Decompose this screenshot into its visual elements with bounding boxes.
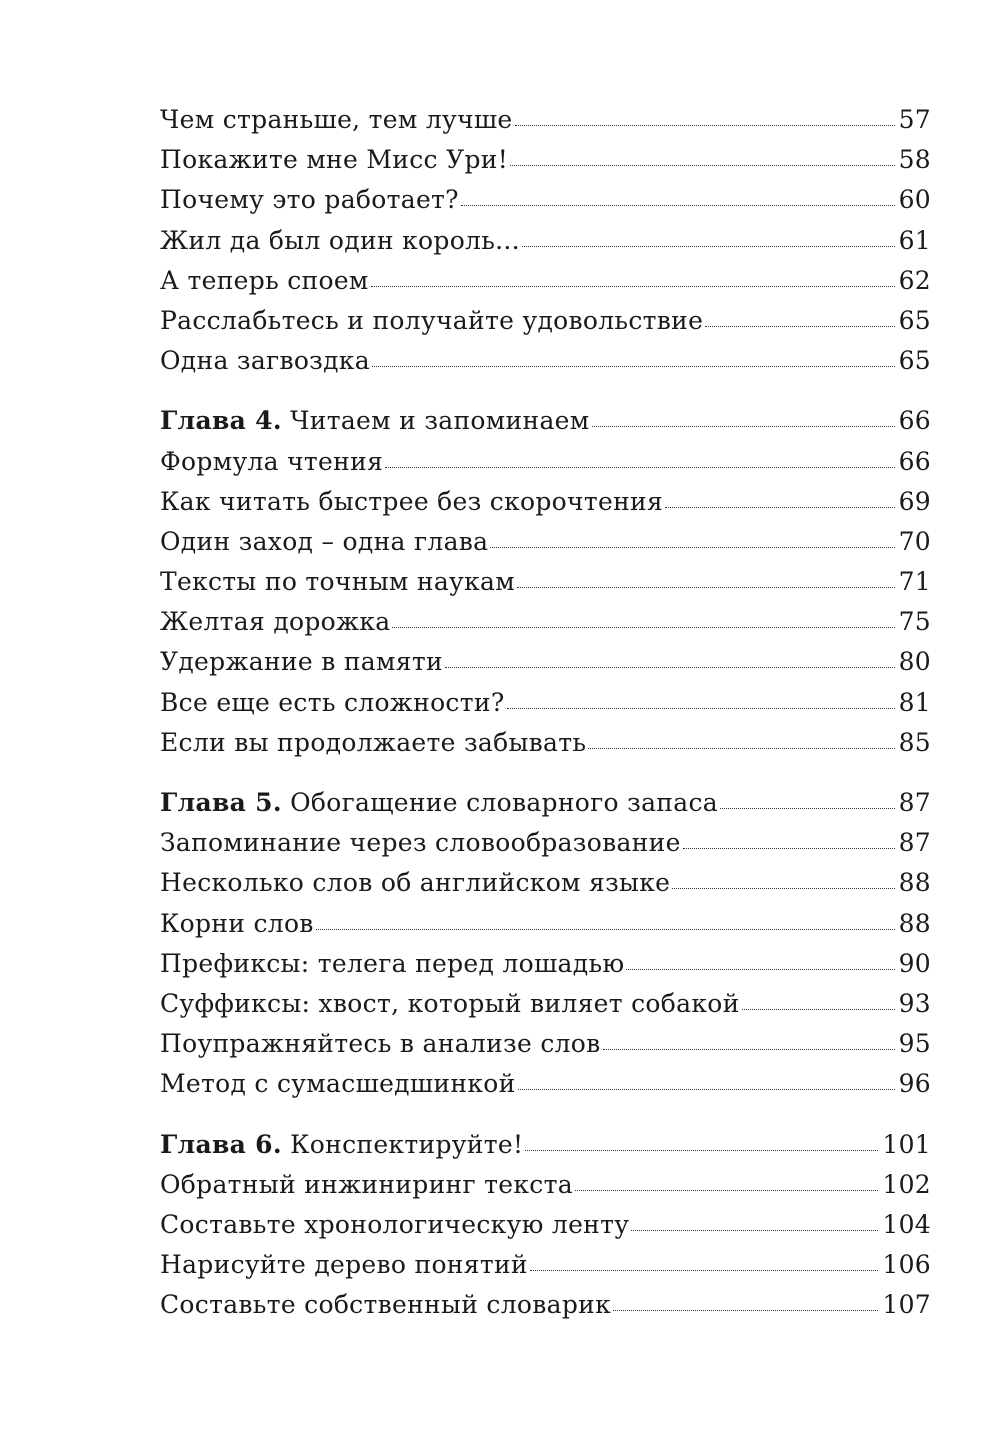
dot-leader: [683, 848, 895, 849]
entry-title: Поупражняйтесь в анализе слов: [160, 1029, 601, 1059]
chapter-label: Глава 6.: [160, 1129, 282, 1159]
dot-leader: [490, 547, 894, 548]
entry-title: Жил да был один король...: [160, 225, 520, 255]
chapter-name: Конспектируйте!: [290, 1129, 524, 1159]
chapter-label: Глава 4.: [160, 406, 282, 436]
toc-entry[interactable]: [160, 442, 931, 482]
toc-entry[interactable]: [160, 100, 931, 140]
dot-leader: [720, 808, 895, 809]
dot-leader: [507, 708, 895, 709]
dot-leader: [626, 969, 894, 970]
dot-leader: [631, 1230, 878, 1231]
toc-section: [160, 783, 931, 1105]
dot-leader: [385, 467, 894, 468]
entry-page-number: 71: [898, 567, 931, 597]
dot-leader: [592, 426, 895, 427]
entry-page-number: 65: [898, 346, 931, 376]
chapter-page-number: 66: [898, 406, 931, 436]
toc-entry[interactable]: [160, 723, 931, 763]
toc-entry[interactable]: [160, 562, 931, 602]
entry-page-number: 75: [898, 607, 931, 637]
entry-title: Корни слов: [160, 908, 314, 938]
entry-page-number: 106: [882, 1250, 931, 1280]
chapter-heading[interactable]: [160, 1125, 931, 1165]
toc-entry[interactable]: [160, 1064, 931, 1104]
entry-title: Расслабьтесь и получайте удовольствие: [160, 305, 704, 335]
entry-title: Один заход – одна глава: [160, 526, 489, 556]
entry-title: Удержание в памяти: [160, 647, 443, 677]
entry-title: Одна загвоздка: [160, 346, 370, 376]
entry-title: Чем страньше, тем лучше: [160, 105, 513, 134]
entry-title: А теперь споем: [160, 265, 369, 295]
entry-title: Запоминание через словообразование: [160, 828, 681, 858]
dot-leader: [530, 1270, 878, 1271]
entry-page-number: 58: [898, 145, 931, 175]
dot-leader: [445, 667, 895, 668]
toc-entry[interactable]: [160, 261, 931, 301]
entry-page-number: 60: [898, 185, 931, 215]
dot-leader: [665, 507, 895, 508]
entry-title: Покажите мне Мисс Ури!: [160, 145, 509, 175]
entry-title: Префиксы: телега перед лошадью: [160, 948, 625, 978]
entry-title: Метод с сумасшедшинкой: [160, 1069, 516, 1099]
entry-title: Обратный инжиниринг текста: [160, 1169, 573, 1199]
entry-page-number: 66: [898, 446, 931, 476]
dot-leader: [371, 286, 895, 287]
entry-page-number: 104: [882, 1209, 931, 1239]
entry-page-number: 81: [898, 687, 931, 717]
entry-page-number: 69: [898, 486, 931, 516]
toc-entry[interactable]: [160, 1205, 931, 1245]
dot-leader: [372, 366, 895, 367]
entry-title: Желтая дорожка: [160, 607, 391, 637]
toc-entry[interactable]: [160, 341, 931, 381]
chapter-title: [160, 401, 590, 441]
entry-title: Как читать быстрее без скорочтения: [160, 486, 664, 516]
entry-page-number: 90: [898, 948, 931, 978]
entry-title: Суффиксы: хвост, который виляет собакой: [160, 988, 740, 1018]
chapter-page-number: 101: [882, 1129, 931, 1159]
toc-entry[interactable]: [160, 1245, 931, 1285]
toc-section: [160, 401, 931, 763]
toc-entry[interactable]: [160, 140, 931, 180]
toc-section: [160, 1125, 931, 1326]
dot-leader: [316, 929, 895, 930]
dot-leader: [392, 627, 894, 628]
dot-leader: [742, 1009, 895, 1010]
toc-entry[interactable]: [160, 221, 931, 261]
chapter-name: Обогащение словарного запаса: [290, 788, 718, 817]
entry-page-number: 107: [882, 1290, 931, 1320]
dot-leader: [672, 888, 894, 889]
toc-entry[interactable]: [160, 944, 931, 984]
entry-page-number: 96: [898, 1069, 931, 1099]
dot-leader: [588, 748, 894, 749]
toc-entry[interactable]: [160, 602, 931, 642]
entry-title: Составьте хронологическую ленту: [160, 1209, 630, 1239]
entry-page-number: 70: [898, 526, 931, 556]
chapter-heading[interactable]: [160, 401, 931, 441]
chapter-label: Глава 5.: [160, 788, 282, 817]
dot-leader: [525, 1150, 878, 1151]
toc-section: [160, 100, 931, 381]
entry-page-number: 102: [882, 1169, 931, 1199]
toc-entry[interactable]: [160, 482, 931, 522]
dot-leader: [613, 1310, 878, 1311]
entry-page-number: 62: [898, 265, 931, 295]
dot-leader: [461, 205, 895, 206]
toc-entry[interactable]: [160, 863, 931, 903]
chapter-heading[interactable]: [160, 783, 931, 823]
dot-leader: [510, 165, 895, 166]
chapter-title: [160, 783, 718, 823]
chapter-name: Читаем и запоминаем: [290, 406, 590, 436]
entry-title: Тексты по точным наукам: [160, 567, 515, 597]
entry-page-number: 65: [898, 305, 931, 335]
dot-leader: [515, 125, 895, 126]
entry-title: Если вы продолжаете забывать: [160, 727, 587, 757]
toc-entry[interactable]: [160, 522, 931, 562]
toc-entry[interactable]: [160, 904, 931, 944]
entry-page-number: 88: [898, 908, 931, 938]
entry-title: Нарисуйте дерево понятий: [160, 1250, 528, 1280]
dot-leader: [575, 1190, 878, 1191]
entry-title: Формула чтения: [160, 446, 384, 476]
entry-title: Почему это работает?: [160, 185, 459, 215]
dot-leader: [522, 246, 895, 247]
entry-page-number: 95: [898, 1029, 931, 1059]
table-of-contents: [160, 100, 931, 1325]
toc-entry[interactable]: [160, 180, 931, 220]
entry-title: Несколько слов об английском языке: [160, 868, 671, 898]
toc-entry[interactable]: [160, 984, 931, 1024]
entry-page-number: 57: [898, 105, 931, 134]
toc-entry[interactable]: [160, 1165, 931, 1205]
chapter-page-number: 87: [898, 788, 931, 817]
entry-page-number: 93: [898, 988, 931, 1018]
toc-entry[interactable]: [160, 1285, 931, 1325]
dot-leader: [518, 1089, 895, 1090]
toc-entry[interactable]: [160, 823, 931, 863]
entry-page-number: 88: [898, 868, 931, 898]
dot-leader: [603, 1049, 895, 1050]
toc-entry[interactable]: [160, 642, 931, 682]
toc-entry[interactable]: [160, 301, 931, 341]
entry-title: Все еще есть сложности?: [160, 687, 505, 717]
entry-page-number: 61: [898, 225, 931, 255]
dot-leader: [705, 326, 894, 327]
dot-leader: [517, 587, 895, 588]
entry-page-number: 80: [898, 647, 931, 677]
toc-entry[interactable]: [160, 1024, 931, 1064]
entry-page-number: 87: [898, 828, 931, 858]
chapter-title: [160, 1125, 523, 1165]
entry-page-number: 85: [898, 727, 931, 757]
entry-title: Составьте собственный словарик: [160, 1290, 612, 1320]
toc-entry[interactable]: [160, 683, 931, 723]
